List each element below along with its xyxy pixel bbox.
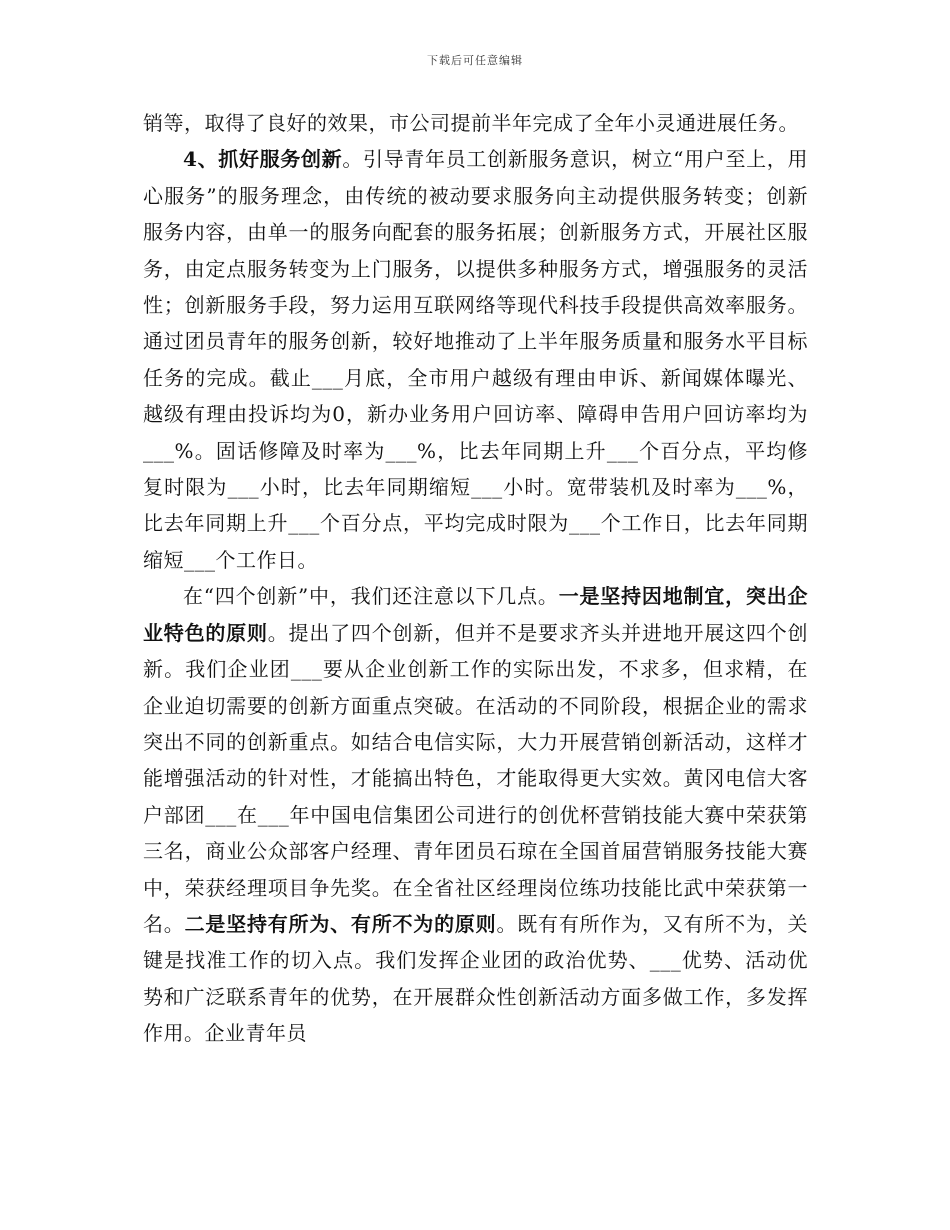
page-header: 下载后可任意编辑 xyxy=(427,54,523,67)
text-run: 。引导青年员工创新服务意识，树立“用户至上，用心服务”的服务理念，由传统的被动要求服务向主动提供服务转变；创新服务内容，由单一的服务向配套的服务拓展；创新服务方式，开展社区服务，由定点服务转变为上门服务，以提供多种服务方式，增强服务的灵活性；创新服务手段，努力运用互联网络等现代科技手段提供高效率服务。通过团员青年的服务创新，较好地推动了上半年服务质量和服务水平目标任务的完成。截止___月底，全市用户越级有理由申诉、新闻媒体曝光、越级有理由投诉均为0，新办业务用户回访率、障碍申告用户回访率均为___%。固话修障及时率为___%，比去年同期上升___个百分点，平均修复时限为___小时，比去年同期缩短___小时。宽带装机及时率为___%，比去年同期上升___个百分点，平均完成时限为___个工作日，比去年同期缩短___个工作日。 xyxy=(143,147,808,572)
document-body xyxy=(143,105,808,1052)
text-run: 销等，取得了良好的效果，市公司提前半年完成了全年小灵通进展任务。 xyxy=(143,111,799,135)
text-run: 在“四个创新”中，我们还注意以下几点。 xyxy=(183,584,559,609)
paragraph-continuation xyxy=(143,105,808,141)
principle-heading-1: 一是坚持因地制宜，突出企业特色的原则 xyxy=(143,584,809,645)
principle-heading-2: 二是坚持有所为、有所不为的原则 xyxy=(184,911,497,936)
paragraph-service-innovation xyxy=(143,141,808,578)
section-heading: 4、抓好服务创新 xyxy=(183,147,343,172)
text-run: 。既有有所作为，又有所不为，关键是找准工作的切入点。我们发挥企业团的政治优势、___优势、活动优势和广泛联系青年的优势，在开展群众性创新活动方面多做工作，多发挥作用。企业青年员 xyxy=(143,911,809,1046)
text-run: 。提出了四个创新，但并不是要求齐头并进地开展这四个创新。我们企业团___要从企业创新工作的实际出发，不求多，但求精，在企业迫切需要的创新方面重点突破。在活动的不同阶段，根据企业的需求突出不同的创新重点。如结合电信实际，大力开展营销创新活动，这样才能增强活动的针对性，才能搞出特色，才能取得更大实效。黄冈电信大客户部团___在___年中国电信集团公司进行的创优杯营销技能大赛中荣获第三名，商业公众部客户经理、青年团员石琼在全国首届营销服务技能大赛中，荣获经理项目争先奖。在全省社区经理岗位练功技能比武中荣获第一名。 xyxy=(143,620,809,936)
paragraph-four-innovations xyxy=(143,578,808,1051)
